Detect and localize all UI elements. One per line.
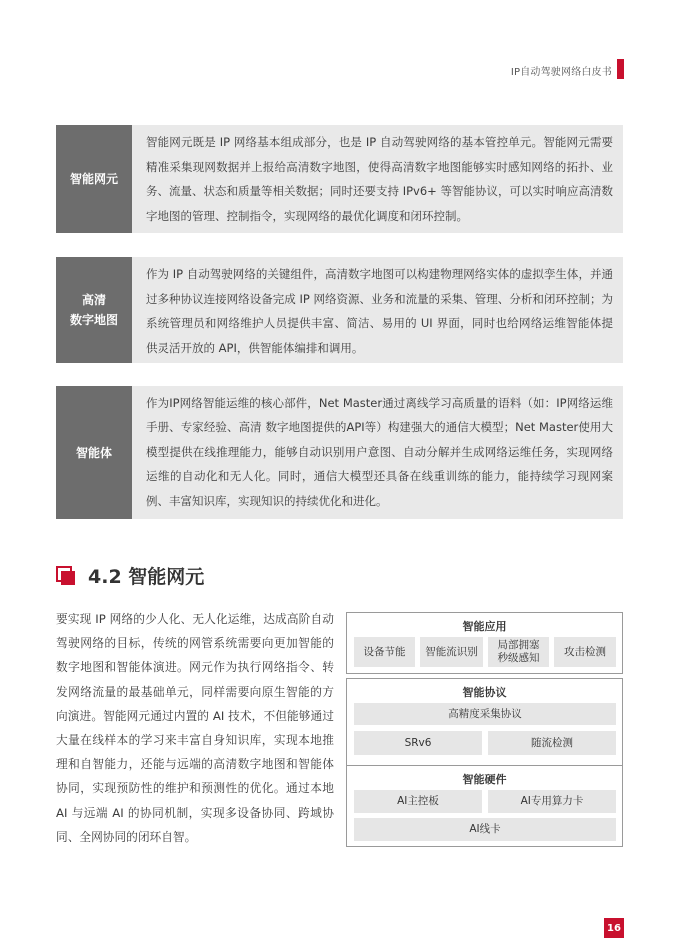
block-label: 智能体 (56, 386, 132, 519)
diagram-cell: 攻击检测 (554, 637, 616, 667)
block-label: 智能网元 (56, 125, 132, 233)
section-title: 4.2 智能网元 (88, 566, 205, 588)
diagram-cell: AI专用算力卡 (488, 790, 616, 813)
diagram-cell: 随流检测 (488, 731, 616, 755)
section-squares-icon (56, 566, 76, 586)
smart-ne-diagram (346, 612, 623, 847)
page-number: 16 (604, 918, 624, 938)
panel-smart-hardware (346, 765, 623, 847)
diagram-cell: AI线卡 (354, 818, 616, 841)
info-block-smart-ne (56, 125, 623, 233)
diagram-cell: 智能流识别 (420, 637, 483, 667)
panel-smart-protocol (346, 678, 623, 771)
block-text: 作为IP网络智能运维的核心部件，Net Master通过离线学习高质量的语料（如：IP网络运维手册、专家经验、高清 数字地图提供的API等）构建强大的通信大模型；Net Master使用大模型提供在线推理能力，能够自动识别用户意图、自动分解并生成网络运维任务，实现网络运维的自动化和无人化。同时，通信大模型还具备在线重训练的能力，能持续学习现网案例、丰富知识库，实现知识的持续优化和进化。 (146, 396, 613, 508)
body-paragraph: 要实现 IP 网络的少人化、无人化运维，达成高阶自动驾驶网络的目标，传统的网管系统需要向更加智能的数字地图和智能体演进。网元作为执行网络指令、转发网络流量的最基础单元，同样需要向原生智能的方向演进。智能网元通过内置的 AI 技术，不但能够通过大量在线样本的学习来丰富自身知识库，实现本地推理和自智能力，还能与远端的高清数字地图和智能体协同，实现预防性的维护和预测性的优化。通过本地 AI 与远端 AI 的协同机制，实现多设备协同、跨域协同、全网协同的闭环自智。 (56, 612, 334, 844)
header-title: IP自动驾驶网络白皮书 (510, 67, 612, 78)
panel-title: 智能硬件 (462, 773, 507, 786)
block-label: 高清 数字地图 (56, 257, 132, 363)
diagram-cell: 局部拥塞 秒级感知 (488, 637, 549, 667)
panel-title: 智能协议 (462, 686, 507, 699)
section-heading (56, 562, 204, 589)
block-text: 作为 IP 自动驾驶网络的关键组件，高清数字地图可以构建物理网络实体的虚拟孪生体，并通过多种协议连接网络设备完成 IP 网络资源、业务和流量的采集、管理、分析和闭环控制；为系统管理员和网络维护人员提供丰富、简洁、易用的 UI 界面，同时也给网络运维智能体提供灵活开放的 API，供智能体编排和调用。 (146, 267, 613, 355)
diagram-cell: AI主控板 (354, 790, 482, 813)
header-accent-bar (617, 59, 624, 79)
diagram-cell: 高精度采集协议 (354, 703, 616, 725)
info-block-hd-map (56, 257, 623, 363)
block-text: 智能网元既是 IP 网络基本组成部分，也是 IP 自动驾驶网络的基本管控单元。智能网元需要精准采集现网数据并上报给高清数字地图，使得高清数字地图能够实时感知网络的拓扑、业务、流量、状态和质量等相关数据；同时还要支持 IPv6+ 等智能协议，可以实时响应高清数字地图的管理、控制指令，实现网络的最优化调度和闭环控制。 (146, 135, 613, 223)
panel-smart-app (346, 612, 623, 674)
panel-title: 智能应用 (462, 620, 507, 633)
info-block-agent (56, 386, 623, 519)
diagram-cell: SRv6 (354, 731, 482, 755)
diagram-cell: 设备节能 (354, 637, 415, 667)
